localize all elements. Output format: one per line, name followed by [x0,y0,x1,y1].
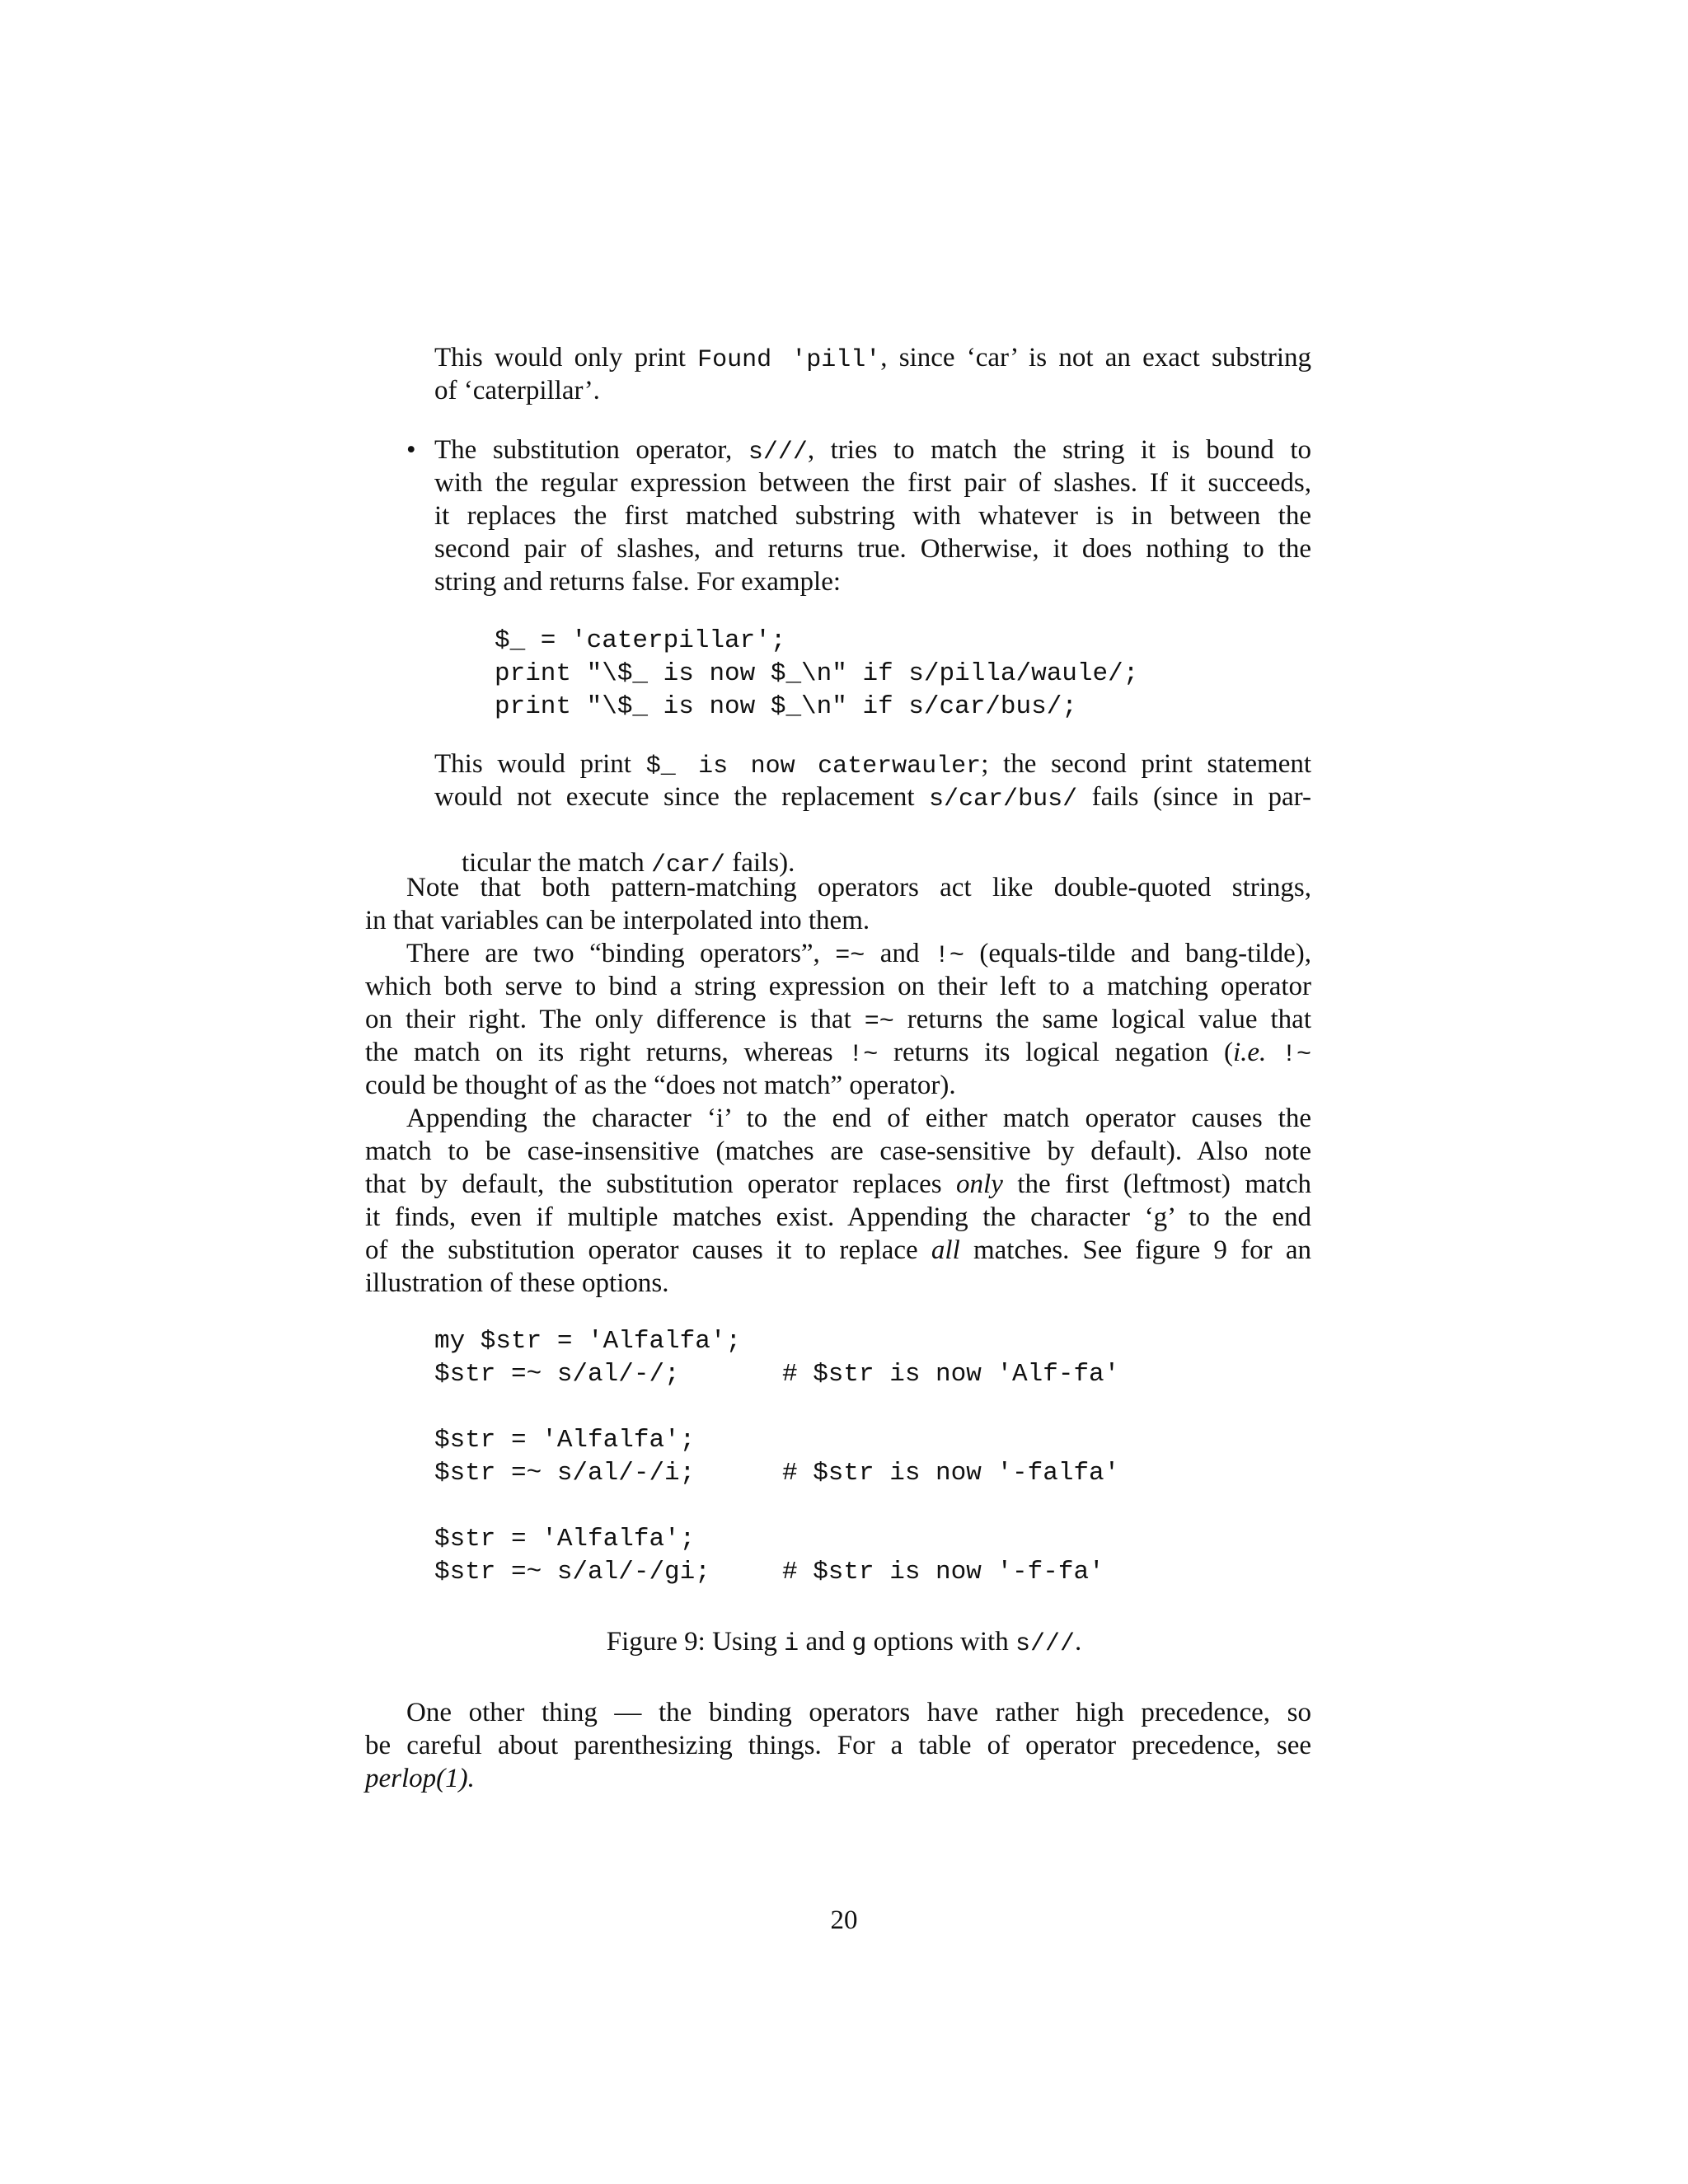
text: of the substitution operator causes it to replace [365,1235,931,1265]
text: Figure 9: Using [606,1627,785,1657]
text-line: in that variables can be interpolated into them. [365,906,870,935]
text: matches. See figure 9 for an [959,1235,1311,1265]
text: returns its logical negation ( [878,1038,1233,1067]
text: fails). [725,848,795,878]
code-line: $str = 'Alfalfa'; [434,1426,696,1455]
italic-text: only [956,1169,1003,1199]
text: . [1074,1627,1082,1657]
text-line: of ‘caterpillar’. [434,376,600,405]
text: (equals-tilde and bang-tilde), [964,939,1311,968]
code-line: $_ = 'caterpillar'; [495,626,786,655]
text-line: with the regular expression between the first pair of slashes. If it succeeds, [434,468,1311,498]
inline-code: s/car/bus/ [929,785,1078,813]
text: ticular the match [462,848,651,878]
inline-code: g [851,1630,867,1658]
text-line: it replaces the first matched substring with whatever is in between the [434,501,1311,531]
text: the first (leftmost) match [1002,1169,1311,1199]
inline-code: !~ [934,942,964,970]
text-line: perlop(1). [365,1764,475,1793]
text-line [365,1168,1311,1201]
code-line: $str = 'Alfalfa'; [434,1525,696,1554]
inline-code: !~ [848,1041,879,1069]
text: ; the second print statement [981,749,1312,779]
text-line: second pair of slashes, and returns true. Otherwise, it does nothing to the [434,534,1311,564]
text-line: could be thought of as the “does not match” operator). [365,1071,956,1100]
code-line: print "\$_ is now $_\n" if s/pilla/waule/; [495,659,1139,688]
text-line [434,341,1311,374]
text-line [434,748,1311,780]
code-comment: # $str is now 'Alf-fa' [782,1360,1120,1389]
inline-code: !~ [1281,1041,1311,1069]
text-line: it finds, even if multiple matches exist. Appending the character ‘g’ to the end [365,1202,1311,1232]
text-line [365,1036,1311,1069]
code-comment: # $str is now '-falfa' [782,1459,1120,1488]
italic-text: i.e. [1232,1038,1267,1067]
text-line: match to be case-insensitive (matches are case-sensitive by default). Also note [365,1137,1311,1166]
text: , tries to match the string it is bound to [807,435,1311,465]
inline-code: s/// [748,438,808,466]
text: There are two “binding operators”, [406,939,836,968]
text-line: Note that both pattern-matching operators act like double-quoted strings, [406,873,1311,902]
inline-code: $_ is now caterwauler [645,752,982,780]
text: would not execute since the replacement [434,782,930,812]
text: This would print [434,749,646,779]
text: and [865,939,935,968]
text: The substitution operator, [434,435,748,465]
text-line: be careful about parenthesizing things. For a table of operator precedence, see [365,1731,1311,1760]
inline-code: Found 'pill' [697,346,881,374]
code-line: $str =~ s/al/-/gi; [434,1558,710,1586]
text-line [365,1003,1311,1036]
text: the match on its right returns, whereas [365,1038,849,1067]
text-line: which both serve to bind a string expression on their left to a matching operator [365,972,1311,1001]
inline-code: =~ [835,942,865,970]
code-line: $str =~ s/al/-/; [434,1360,680,1389]
page-number: 20 [830,1905,858,1935]
text-line: Appending the character ‘i’ to the end of either match operator causes the [406,1104,1311,1133]
inline-code: /car/ [651,851,726,879]
code-line: $str =~ s/al/-/i; [434,1459,696,1488]
text-line [434,813,1688,879]
text: that by default, the substitution operator replaces [365,1169,957,1199]
text-line [434,434,1311,466]
text-line: illustration of these options. [365,1268,669,1298]
text: fails (since in par- [1077,782,1311,812]
inline-code: s/// [1015,1630,1075,1658]
code-line: print "\$_ is now $_\n" if s/car/bus/; [495,692,1077,721]
text-line [365,1234,1311,1267]
text-line: One other thing — the binding operators have rather high precedence, so [406,1698,1311,1727]
text-line: string and returns false. For example: [434,567,842,597]
text: options with [866,1627,1015,1657]
inline-code: i [784,1630,799,1658]
code-comment: # $str is now '-f-fa' [782,1558,1104,1586]
text: returns the same logical value that [893,1005,1311,1034]
figure-caption [0,1625,1688,1661]
italic-text: all [931,1235,960,1265]
text-line [434,780,1311,813]
text: on their right. The only difference is that [365,1005,865,1034]
inline-code: =~ [864,1008,894,1036]
text: and [799,1627,852,1657]
code-line: my $str = 'Alfalfa'; [434,1327,742,1356]
text: This would only print [434,343,698,373]
text: , since ‘car’ is not an exact substring [880,343,1311,373]
bullet-marker: • [406,435,416,465]
text-line [406,937,1311,970]
